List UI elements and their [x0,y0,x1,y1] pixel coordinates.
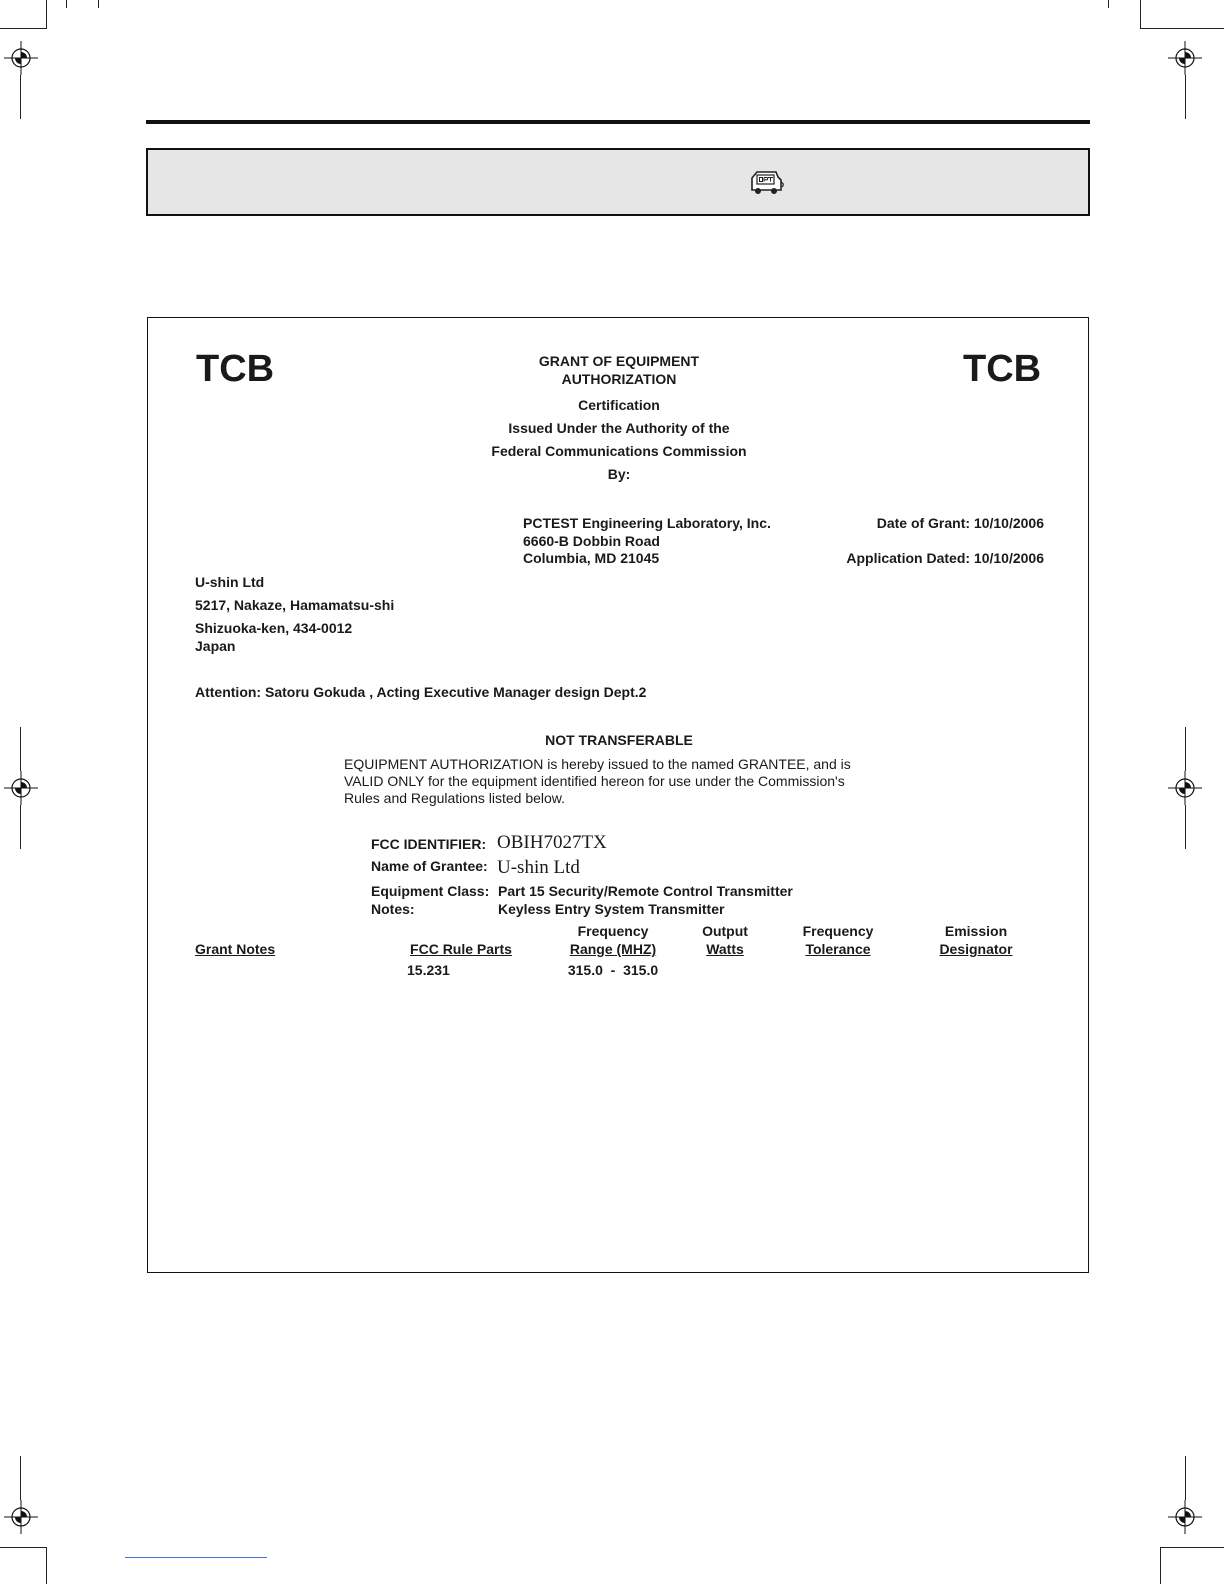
fcc-identifier-value: OBIH7027TX [497,832,607,853]
registration-mark-icon [1168,41,1202,75]
header-line: Range (MHZ) [569,941,657,957]
crop-mark [1160,1547,1161,1584]
crop-mark [1185,727,1186,771]
crop-mark [0,28,46,29]
frequency-range-cell: 315.0 - 315.0 [567,962,659,978]
rule-parts-header: FCC Rule Parts [410,941,512,957]
grant-certificate [147,317,1089,1273]
subtitle-line: Federal Communications Commission [491,443,747,459]
notes-label: Notes: [371,901,415,917]
fcc-identifier-label: FCC IDENTIFIER: [371,836,487,852]
date-of-grant: Date of Grant: 10/10/2006 [876,515,1044,531]
grantee-address-line: 5217, Nakaze, Hamamatsu-shi [195,597,395,613]
title-line: AUTHORIZATION [561,371,677,387]
tcb-logo-right: TCB [963,348,1042,390]
title-line: GRANT OF EQUIPMENT [538,353,700,369]
issuer-name: PCTEST Engineering Laboratory, Inc. [523,515,771,531]
header-line: Frequency [802,923,874,939]
frequency-tolerance-header [788,922,888,958]
not-transferable-heading: NOT TRANSFERABLE [545,732,693,748]
subtitle-line: By: [607,466,631,482]
crop-mark [1108,0,1109,8]
grant-notes-header: Grant Notes [195,941,276,957]
crop-mark [20,75,21,119]
certificate-title [468,352,770,388]
grantee-address-line: Japan [195,638,236,654]
crop-mark [46,1547,47,1584]
subtitle-line: Issued Under the Authority of the [508,420,730,436]
registration-mark-icon [4,771,38,805]
grantee-address-block [195,574,394,656]
header-line: Output [702,923,748,939]
header-line: Designator [939,941,1013,957]
optional-equipment-icon [748,168,786,196]
crop-mark [1140,28,1224,29]
crop-mark [1185,805,1186,849]
equipment-class-label: Equipment Class: [371,883,490,899]
footer-rule [125,1557,267,1558]
grantee-name-value: U-shin Ltd [497,857,580,878]
authorization-statement [344,756,851,807]
notes-value: Keyless Entry System Transmitter [498,901,725,917]
registration-mark-icon [1168,1500,1202,1534]
issuer-address: Columbia, MD 21045 [523,550,660,566]
grantee-name-label: Name of Grantee: [371,858,488,874]
registration-mark-icon [4,41,38,75]
crop-mark [46,0,47,29]
issuer-address: 6660-B Dobbin Road [523,532,660,549]
crop-mark [1185,75,1186,119]
crop-mark [20,805,21,849]
crop-mark [0,1547,46,1548]
header-line: Tolerance [805,941,871,957]
crop-mark [1140,0,1141,29]
section-header-band [146,148,1090,216]
issuer-block [523,515,771,568]
statement-line: Rules and Regulations listed below. [344,790,566,806]
subtitle-line: Certification [578,397,660,413]
crop-mark [66,0,67,8]
grantee-address-line: Shizuoka-ken, 434-0012 [195,620,353,636]
grantee-company: U-shin Ltd [195,574,265,590]
tcb-logo-left: TCB [196,348,275,390]
crop-mark [1160,1547,1224,1548]
crop-mark [20,727,21,771]
header-rule [146,120,1090,124]
statement-line: EQUIPMENT AUTHORIZATION is hereby issued to the named GRANTEE, and is [344,756,851,772]
header-line: Watts [706,941,744,957]
frequency-range-header [543,922,683,958]
header-line: Frequency [577,923,649,939]
crop-mark [1185,1456,1186,1500]
output-watts-header [685,922,765,958]
statement-line: VALID ONLY for the equipment identified hereon for use under the Commission's [344,773,845,789]
application-dated: Application Dated: 10/10/2006 [846,550,1044,566]
emission-designator-header [921,922,1031,958]
registration-mark-icon [1168,771,1202,805]
crop-mark [98,0,99,8]
attention-line: Attention: Satoru Gokuda , Acting Executive Manager design Dept.2 [195,684,647,700]
registration-mark-icon [4,1500,38,1534]
certificate-subtitle [448,397,790,489]
equipment-class-value: Part 15 Security/Remote Control Transmitter [498,883,793,899]
crop-mark [20,1456,21,1500]
header-line: Emission [944,923,1008,939]
rule-part-cell: 15.231 [407,962,450,978]
